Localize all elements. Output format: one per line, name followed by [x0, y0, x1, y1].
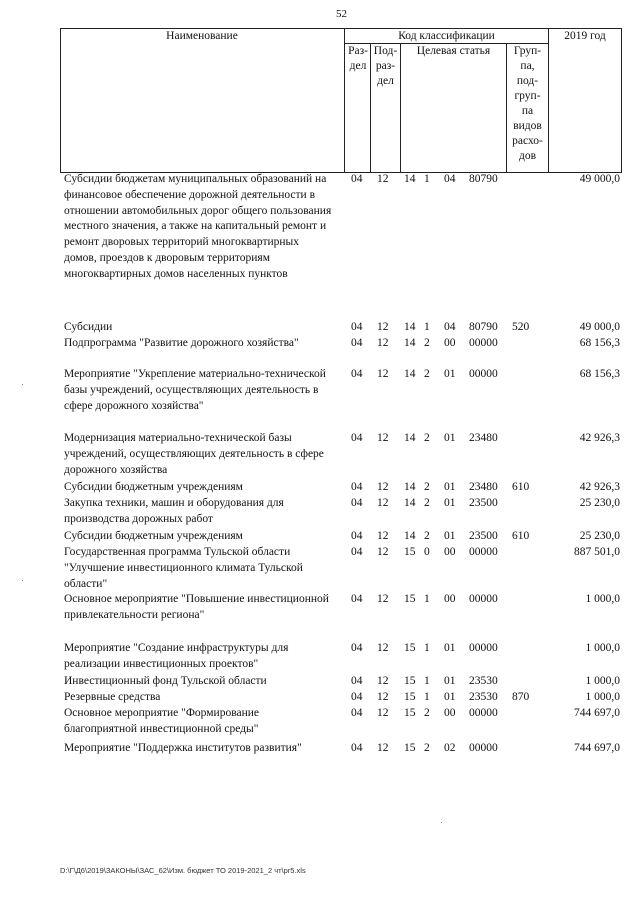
row-name: Инвестиционный фонд Тульской области [64, 675, 267, 687]
row-expense-group: 610 [512, 481, 530, 493]
row-target-event: 00 [444, 546, 456, 558]
row-target-event: 00 [444, 593, 456, 605]
header-divider-podrazdel [400, 43, 401, 173]
row-name: Закупка техники, машин и оборудования для производства дорожных работ [64, 497, 284, 525]
header-target-article: Целевая статья [416, 45, 491, 57]
row-target-subprogram: 0 [424, 546, 430, 558]
row-target-event: 01 [444, 368, 456, 380]
row-amount: 1 000,0 [585, 691, 620, 703]
row-target-subprogram: 1 [424, 675, 430, 687]
header-divider-year [548, 28, 549, 173]
header-right-border [621, 28, 622, 173]
row-target-event: 01 [444, 675, 456, 687]
page-number: 52 [336, 8, 347, 20]
row-target-program: 14 [404, 173, 416, 185]
row-amount: 68 156,3 [579, 337, 620, 349]
row-target-direction: 23480 [469, 432, 498, 444]
row-name: Резервные средства [64, 691, 161, 703]
row-target-event: 01 [444, 481, 456, 493]
row-target-subprogram: 1 [424, 173, 430, 185]
row-target-direction: 00000 [469, 337, 498, 349]
row-razdel: 04 [351, 675, 363, 687]
scan-speck [22, 580, 23, 581]
header-podrazdel: Под- раз- дел [373, 45, 398, 87]
row-podrazdel: 12 [377, 546, 389, 558]
row-target-event: 04 [444, 173, 456, 185]
file-path-footer: D:\Г\Д6\2019\ЗАКОНЫ\ЗАС_62\Изм. бюджет ТО 2019-2021_2 чт\pr5.xls [60, 866, 306, 875]
row-target-program: 14 [404, 530, 416, 542]
row-expense-group: 870 [512, 691, 530, 703]
row-razdel: 04 [351, 173, 363, 185]
row-expense-group: 610 [512, 530, 530, 542]
row-podrazdel: 12 [377, 642, 389, 654]
row-target-direction: 23500 [469, 530, 498, 542]
row-amount: 49 000,0 [579, 321, 620, 333]
row-name: Субсидии [64, 321, 113, 333]
row-podrazdel: 12 [377, 707, 389, 719]
row-amount: 49 000,0 [579, 173, 620, 185]
row-target-event: 00 [444, 337, 456, 349]
row-target-event: 01 [444, 530, 456, 542]
row-name: Субсидии бюджетным учреждениям [64, 530, 243, 542]
header-left-border [60, 28, 61, 173]
row-target-direction: 00000 [469, 642, 498, 654]
row-target-direction: 23530 [469, 675, 498, 687]
row-target-subprogram: 2 [424, 707, 430, 719]
row-target-program: 15 [404, 691, 416, 703]
row-target-event: 01 [444, 691, 456, 703]
row-name: Мероприятие "Создание инфраструктуры для реализации инвестиционных проектов" [64, 642, 289, 670]
row-name: Подпрограмма "Развитие дорожного хозяйства" [64, 337, 299, 349]
row-target-direction: 00000 [469, 546, 498, 558]
row-podrazdel: 12 [377, 432, 389, 444]
row-name: Государственная программа Тульской области "Улучшение инвестиционного климата Тульской области" [64, 546, 303, 590]
row-target-program: 14 [404, 337, 416, 349]
row-amount: 744 697,0 [574, 707, 620, 719]
row-target-direction: 00000 [469, 742, 498, 754]
row-target-subprogram: 1 [424, 642, 430, 654]
row-target-event: 01 [444, 497, 456, 509]
row-amount: 1 000,0 [585, 675, 620, 687]
row-target-program: 14 [404, 368, 416, 380]
row-amount: 25 230,0 [579, 530, 620, 542]
row-podrazdel: 12 [377, 337, 389, 349]
row-target-event: 02 [444, 742, 456, 754]
row-target-subprogram: 1 [424, 321, 430, 333]
row-target-program: 15 [404, 546, 416, 558]
row-name: Мероприятие "Поддержка институтов развития" [64, 742, 302, 754]
row-podrazdel: 12 [377, 481, 389, 493]
row-target-program: 15 [404, 593, 416, 605]
row-target-event: 00 [444, 707, 456, 719]
row-razdel: 04 [351, 546, 363, 558]
header-expense-group: Груп- па, под- груп- па видов расхо- дов [512, 45, 543, 162]
row-target-program: 14 [404, 321, 416, 333]
row-razdel: 04 [351, 642, 363, 654]
row-amount: 68 156,3 [579, 368, 620, 380]
header-name: Наименование [166, 30, 238, 42]
row-target-program: 15 [404, 742, 416, 754]
row-target-subprogram: 1 [424, 593, 430, 605]
row-razdel: 04 [351, 432, 363, 444]
header-razdel: Раз- дел [348, 45, 368, 72]
row-target-event: 01 [444, 642, 456, 654]
row-expense-group: 520 [512, 321, 530, 333]
scan-speck [22, 384, 23, 385]
row-target-direction: 00000 [469, 707, 498, 719]
row-name: Основное мероприятие "Формирование благоприятной инвестиционной среды" [64, 707, 259, 735]
row-target-subprogram: 2 [424, 530, 430, 542]
row-target-subprogram: 2 [424, 337, 430, 349]
row-name: Субсидии бюджетам муниципальных образований на финансовое обеспечение дорожной деятельности в отношении автомобильных дорог общего пользования местного значения, а также на капитальный ремонт и ремонт дворовых территорий многоквартирных домов, проездов к дворовым территориям многоквартирных домов населенных пунктов [64, 173, 332, 280]
row-target-subprogram: 2 [424, 368, 430, 380]
scan-speck [441, 822, 442, 823]
row-razdel: 04 [351, 742, 363, 754]
row-razdel: 04 [351, 368, 363, 380]
row-name: Основное мероприятие "Повышение инвестиционной привлекательности региона" [64, 593, 329, 621]
table-header [60, 28, 622, 173]
row-target-program: 14 [404, 497, 416, 509]
row-target-subprogram: 2 [424, 742, 430, 754]
header-divider-name [344, 28, 345, 173]
row-target-event: 04 [444, 321, 456, 333]
row-target-subprogram: 2 [424, 497, 430, 509]
row-name: Субсидии бюджетным учреждениям [64, 481, 243, 493]
row-razdel: 04 [351, 691, 363, 703]
row-target-subprogram: 2 [424, 481, 430, 493]
row-amount: 42 926,3 [579, 481, 620, 493]
row-razdel: 04 [351, 321, 363, 333]
row-podrazdel: 12 [377, 675, 389, 687]
row-target-direction: 00000 [469, 593, 498, 605]
row-razdel: 04 [351, 530, 363, 542]
row-podrazdel: 12 [377, 691, 389, 703]
row-target-program: 15 [404, 642, 416, 654]
row-target-subprogram: 1 [424, 691, 430, 703]
row-name: Мероприятие "Укрепление материально-технической базы учреждений, осуществляющих деятельность в сфере дорожного хозяйства" [64, 368, 326, 412]
row-razdel: 04 [351, 497, 363, 509]
row-amount: 1 000,0 [585, 642, 620, 654]
row-target-direction: 80790 [469, 173, 498, 185]
header-year: 2019 год [564, 30, 606, 42]
row-amount: 42 926,3 [579, 432, 620, 444]
row-target-program: 15 [404, 707, 416, 719]
row-target-direction: 23480 [469, 481, 498, 493]
row-target-direction: 23530 [469, 691, 498, 703]
row-razdel: 04 [351, 707, 363, 719]
row-target-program: 14 [404, 481, 416, 493]
row-podrazdel: 12 [377, 497, 389, 509]
row-podrazdel: 12 [377, 742, 389, 754]
row-target-program: 14 [404, 432, 416, 444]
row-razdel: 04 [351, 593, 363, 605]
row-podrazdel: 12 [377, 593, 389, 605]
row-target-program: 15 [404, 675, 416, 687]
row-amount: 1 000,0 [585, 593, 620, 605]
header-code-classification: Код классификации [398, 30, 495, 42]
row-target-direction: 80790 [469, 321, 498, 333]
row-podrazdel: 12 [377, 368, 389, 380]
row-podrazdel: 12 [377, 530, 389, 542]
row-amount: 25 230,0 [579, 497, 620, 509]
row-name: Модернизация материально-технической базы учреждений, осуществляющих деятельность в сфере дорожного хозяйства [64, 432, 324, 476]
row-razdel: 04 [351, 481, 363, 493]
row-amount: 887 501,0 [574, 546, 620, 558]
row-podrazdel: 12 [377, 321, 389, 333]
row-amount: 744 697,0 [574, 742, 620, 754]
row-target-subprogram: 2 [424, 432, 430, 444]
row-target-event: 01 [444, 432, 456, 444]
row-target-direction: 23500 [469, 497, 498, 509]
row-razdel: 04 [351, 337, 363, 349]
row-podrazdel: 12 [377, 173, 389, 185]
row-target-direction: 00000 [469, 368, 498, 380]
